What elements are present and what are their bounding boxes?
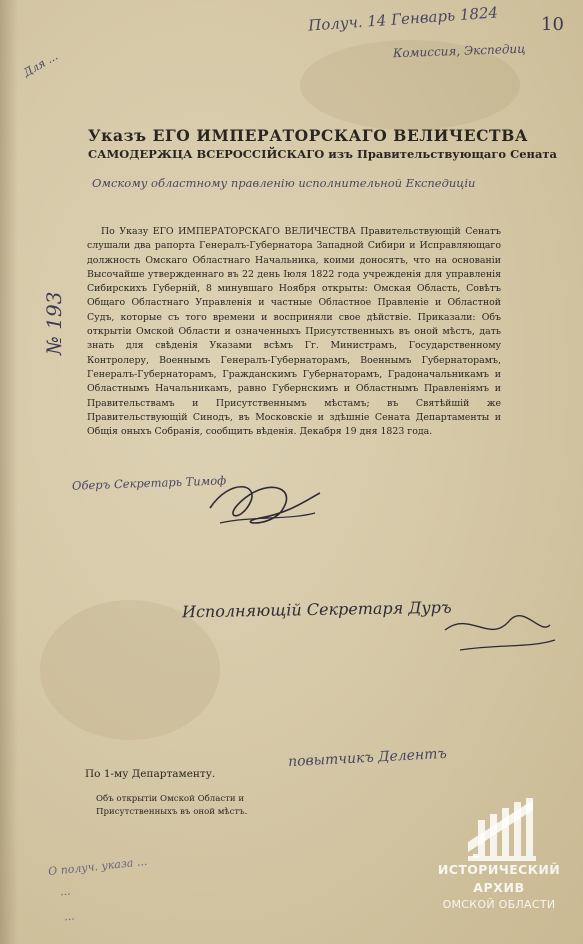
decree-body-text: По Указу ЕГО ИМПЕРАТОРСКАГО ВЕЛИЧЕСТВА Правительствующій Сенатъ слушали два рапорта Генералъ-Губернатора Западной Сибири и Исправляющаго должность Омскаго Областнаго Начальника, коими доносятъ, что на основаніи Высочайше утвержденнаго въ 22 день Іюля 1822 года учрежденія для управленія Сибирскихъ Губерній, 8 минувшаго Ноября открыты: Омская Область, Совѣтъ Общаго Областнаго Управленія и частные Областное Правленіе и Областной Судъ, которые съ того времени и восприняли свое дѣйствіе. Приказали: Объ открытіи Омской Области и означенныхъ Присутственныхъ въ оной мѣстъ, дать знать для свѣденія Указами всѣмъ Гг. Министрамъ, Государственному Контролеру, Военнымъ Генералъ-Губернаторамъ, Военнымъ Губернаторамъ, Генералъ-Губернаторамъ, Гражданскимъ Губернаторамъ, Градоначальникамъ и Областнымъ Начальникамъ, равно Губернскимъ и Областнымъ Правленіямъ и Правительствамъ и Присутственнымъ мѣстамъ; въ Святѣйшій же Правительствующій Синодъ, въ Московскіе и здѣшніе Сената Департаменты и Общія оныхъ Собранія, сообщить вѣденія. Декабря 19 дня 1823 года. xyxy=(87,226,501,438)
decree-body xyxy=(87,225,501,439)
bottom-note-1: О получ. указа ... xyxy=(47,854,148,879)
watermark-line-3: ОМСКОЙ ОБЛАСТИ xyxy=(442,898,556,911)
department-line: По 1-му Департаменту. xyxy=(85,768,216,780)
signature-label-clerk: повытчикъ Делентъ xyxy=(287,745,448,771)
margin-note: Для ... xyxy=(21,49,60,80)
decree-title: Указъ ЕГО ИМПЕРАТОРСКАГО ВЕЛИЧЕСТВА xyxy=(88,126,529,145)
subject-line: Объ открытіи Омской Области и Присутственныхъ въ оной мѣстъ. xyxy=(96,794,248,817)
handwritten-received-date: Получ. 14 Генварь 1824 xyxy=(307,3,499,35)
signature-label-chief-secretary: Оберъ Секретарь Тимоф xyxy=(71,473,227,493)
watermark-line-2: АРХИВ xyxy=(473,880,525,895)
watermark-line-1: ИСТОРИЧЕСКИЙ xyxy=(437,862,561,877)
page-edge-shadow xyxy=(0,0,18,944)
handwritten-addressee: Омскому областному правленію исполнительной Експедиціи xyxy=(92,176,476,190)
bottom-note-2: ... xyxy=(59,884,72,899)
handwritten-note: Комиссия, Экспедиц xyxy=(392,41,526,61)
signature-label-acting-secretary: Исполняющій Секретаря Дуръ xyxy=(181,597,452,622)
signature-flourish-2 xyxy=(440,600,560,660)
vertical-register-number: № 193 xyxy=(42,291,66,355)
bottom-note-3: ... xyxy=(63,909,76,924)
signature-flourish xyxy=(200,468,330,538)
decree-subtitle: САМОДЕРЖЦА ВСЕРОССІЙСКАГО изъ Правительствующаго Сената xyxy=(88,147,557,161)
page-number: 10 xyxy=(541,14,564,35)
